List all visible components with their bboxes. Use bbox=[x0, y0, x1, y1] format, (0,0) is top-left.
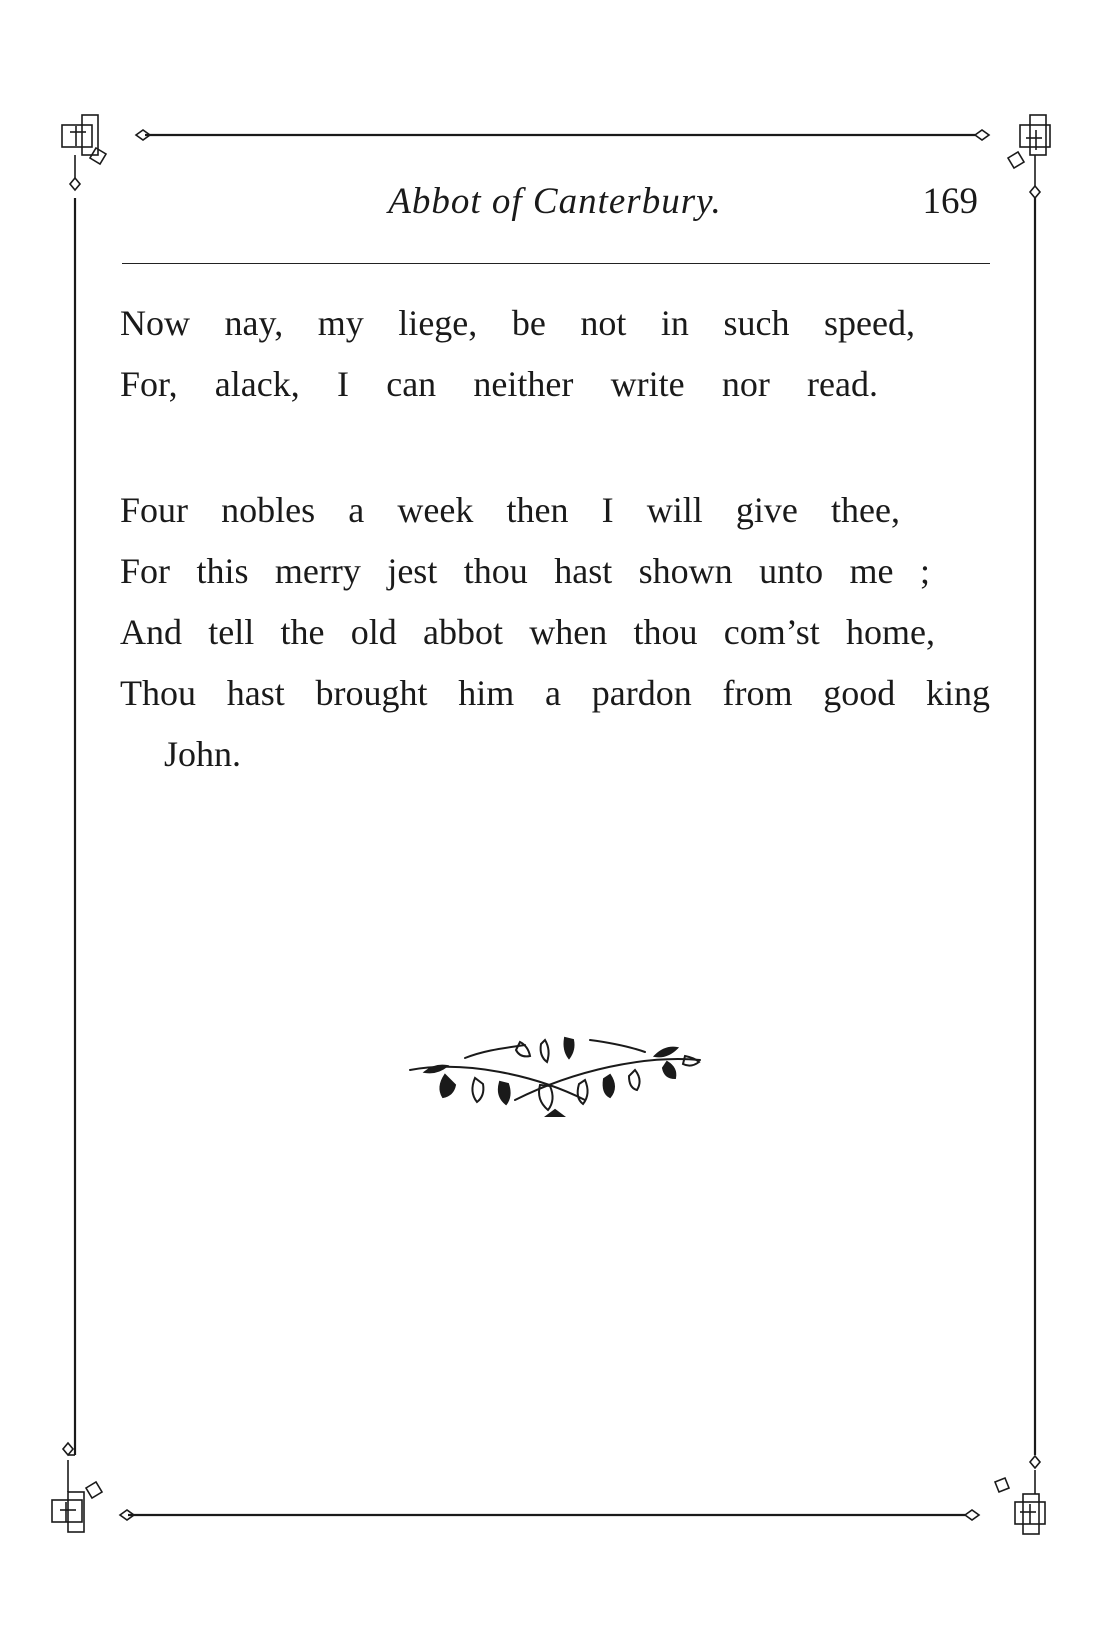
verse-line: Now nay, my liege, be not in such speed, bbox=[120, 303, 915, 343]
verse-line: For, alack, I can neither write nor read. bbox=[120, 364, 878, 404]
corner-ornament-top-left bbox=[62, 115, 150, 190]
running-title: Abbot of Canterbury. bbox=[388, 181, 722, 222]
verse-line: For this merry jest thou hast shown unto me ; bbox=[120, 551, 930, 591]
running-head bbox=[120, 180, 990, 230]
stanza-1 bbox=[120, 293, 990, 415]
page-number: 169 bbox=[922, 181, 978, 222]
header-rule bbox=[122, 263, 990, 264]
verse-line: Thou hast brought him a pardon from good king bbox=[120, 673, 990, 713]
corner-ornament-bottom-left bbox=[52, 1443, 134, 1532]
verse-line: Four nobles a week then I will give thee, bbox=[120, 490, 900, 530]
stanza-2 bbox=[120, 480, 990, 785]
corner-ornament-bottom-right bbox=[965, 1456, 1045, 1534]
floral-tailpiece-icon bbox=[405, 1030, 705, 1120]
verse-line-continuation: John. bbox=[164, 734, 242, 774]
verse-line: And tell the old abbot when thou com’st home, bbox=[120, 612, 935, 652]
